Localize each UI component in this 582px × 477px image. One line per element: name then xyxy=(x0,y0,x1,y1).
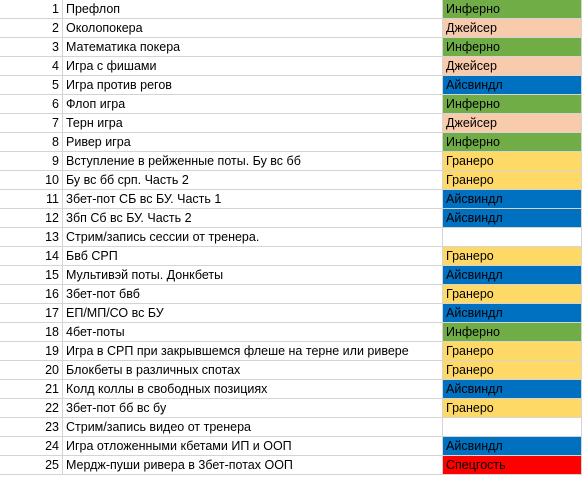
row-number-cell[interactable]: 10 xyxy=(0,171,63,190)
coach-cell[interactable]: Инферно xyxy=(443,133,582,152)
topic-cell[interactable]: Блокбеты в различных спотах xyxy=(63,361,443,380)
table-row[interactable] xyxy=(0,152,582,171)
row-number-cell[interactable]: 16 xyxy=(0,285,63,304)
topic-cell[interactable]: Игра с фишами xyxy=(63,57,443,76)
table-row[interactable] xyxy=(0,38,582,57)
coach-cell[interactable]: Айсвиндл xyxy=(443,209,582,228)
row-number-cell[interactable]: 6 xyxy=(0,95,63,114)
row-number-cell[interactable]: 17 xyxy=(0,304,63,323)
topic-cell[interactable]: Игра против регов xyxy=(63,76,443,95)
table-row[interactable] xyxy=(0,380,582,399)
coach-cell[interactable]: Айсвиндл xyxy=(443,190,582,209)
table-row[interactable] xyxy=(0,57,582,76)
coach-cell[interactable] xyxy=(443,228,582,247)
row-number-cell[interactable]: 22 xyxy=(0,399,63,418)
coach-cell[interactable]: Айсвиндл xyxy=(443,380,582,399)
table-row[interactable] xyxy=(0,209,582,228)
table-row[interactable] xyxy=(0,342,582,361)
row-number-cell[interactable]: 4 xyxy=(0,57,63,76)
row-number-cell[interactable]: 12 xyxy=(0,209,63,228)
table-row[interactable] xyxy=(0,323,582,342)
row-number-cell[interactable]: 2 xyxy=(0,19,63,38)
topic-cell[interactable]: Колд коллы в свободных позициях xyxy=(63,380,443,399)
coach-cell[interactable]: Гранеро xyxy=(443,399,582,418)
topic-cell[interactable]: 4бет-поты xyxy=(63,323,443,342)
row-number-cell[interactable]: 21 xyxy=(0,380,63,399)
row-number-cell[interactable]: 1 xyxy=(0,0,63,19)
topic-cell[interactable]: Математика покера xyxy=(63,38,443,57)
coach-cell[interactable]: Айсвиндл xyxy=(443,437,582,456)
topic-cell[interactable]: Терн игра xyxy=(63,114,443,133)
table-row[interactable] xyxy=(0,228,582,247)
table-row[interactable] xyxy=(0,285,582,304)
coach-cell[interactable]: Гранеро xyxy=(443,285,582,304)
topic-cell[interactable]: Околопокера xyxy=(63,19,443,38)
topic-cell[interactable]: Мердж-пуши ривера в 3бет-потах ООП xyxy=(63,456,443,475)
table-row[interactable] xyxy=(0,437,582,456)
table-row[interactable] xyxy=(0,399,582,418)
row-number-cell[interactable]: 11 xyxy=(0,190,63,209)
row-number-cell[interactable]: 23 xyxy=(0,418,63,437)
table-row[interactable] xyxy=(0,95,582,114)
coach-cell[interactable]: Гранеро xyxy=(443,247,582,266)
coach-cell[interactable]: Инферно xyxy=(443,0,582,19)
topic-cell[interactable]: Вступление в рейженные поты. Бу вс бб xyxy=(63,152,443,171)
row-number-cell[interactable]: 18 xyxy=(0,323,63,342)
row-number-cell[interactable]: 7 xyxy=(0,114,63,133)
coach-cell[interactable]: Айсвиндл xyxy=(443,304,582,323)
table-row[interactable] xyxy=(0,19,582,38)
table-row[interactable] xyxy=(0,247,582,266)
coach-cell[interactable] xyxy=(443,418,582,437)
table-row[interactable] xyxy=(0,133,582,152)
table-row[interactable] xyxy=(0,0,582,19)
row-number-cell[interactable]: 3 xyxy=(0,38,63,57)
topic-cell[interactable]: 3бет-пот бвб xyxy=(63,285,443,304)
topic-cell[interactable]: Бвб СРП xyxy=(63,247,443,266)
topic-cell[interactable]: Игра отложенными кбетами ИП и ООП xyxy=(63,437,443,456)
table-row[interactable] xyxy=(0,190,582,209)
table-row[interactable] xyxy=(0,114,582,133)
table-row[interactable] xyxy=(0,266,582,285)
coach-cell[interactable]: Айсвиндл xyxy=(443,76,582,95)
coach-cell[interactable]: Гранеро xyxy=(443,171,582,190)
coach-cell[interactable]: Инферно xyxy=(443,323,582,342)
row-number-cell[interactable]: 5 xyxy=(0,76,63,95)
table-row[interactable] xyxy=(0,76,582,95)
row-number-cell[interactable]: 8 xyxy=(0,133,63,152)
coach-cell[interactable]: Айсвиндл xyxy=(443,266,582,285)
table-row[interactable] xyxy=(0,418,582,437)
topic-cell[interactable]: Ривер игра xyxy=(63,133,443,152)
row-number-cell[interactable]: 19 xyxy=(0,342,63,361)
table-row[interactable] xyxy=(0,456,582,475)
row-number-cell[interactable]: 13 xyxy=(0,228,63,247)
topic-cell[interactable]: 3бп Сб вс БУ. Часть 2 xyxy=(63,209,443,228)
topic-cell[interactable]: Стрим/запись сессии от тренера. xyxy=(63,228,443,247)
topic-cell[interactable]: Флоп игра xyxy=(63,95,443,114)
table-row[interactable] xyxy=(0,171,582,190)
coach-cell[interactable]: Джейсер xyxy=(443,19,582,38)
topic-cell[interactable]: Бу вс бб срп. Часть 2 xyxy=(63,171,443,190)
coach-cell[interactable]: Гранеро xyxy=(443,342,582,361)
coach-cell[interactable]: Инферно xyxy=(443,38,582,57)
topic-cell[interactable]: ЕП/МП/СО вс БУ xyxy=(63,304,443,323)
row-number-cell[interactable]: 25 xyxy=(0,456,63,475)
topic-cell[interactable]: Мультивэй поты. Донкбеты xyxy=(63,266,443,285)
row-number-cell[interactable]: 14 xyxy=(0,247,63,266)
row-number-cell[interactable]: 24 xyxy=(0,437,63,456)
coach-cell[interactable]: Спецгость xyxy=(443,456,582,475)
topic-cell[interactable]: Префлоп xyxy=(63,0,443,19)
table-row[interactable] xyxy=(0,304,582,323)
coach-cell[interactable]: Инферно xyxy=(443,95,582,114)
table-row[interactable] xyxy=(0,361,582,380)
row-number-cell[interactable]: 15 xyxy=(0,266,63,285)
coach-cell[interactable]: Гранеро xyxy=(443,152,582,171)
topic-cell[interactable]: 3бет-пот бб вс бу xyxy=(63,399,443,418)
row-number-cell[interactable]: 9 xyxy=(0,152,63,171)
coach-cell[interactable]: Гранеро xyxy=(443,361,582,380)
topic-cell[interactable]: Игра в СРП при закрывшемся флеше на терне или ривере xyxy=(63,342,443,361)
coach-cell[interactable]: Джейсер xyxy=(443,57,582,76)
row-number-cell[interactable]: 20 xyxy=(0,361,63,380)
topic-cell[interactable]: Стрим/запись видео от тренера xyxy=(63,418,443,437)
topic-cell[interactable]: 3бет-пот СБ вс БУ. Часть 1 xyxy=(63,190,443,209)
coach-cell[interactable]: Джейсер xyxy=(443,114,582,133)
